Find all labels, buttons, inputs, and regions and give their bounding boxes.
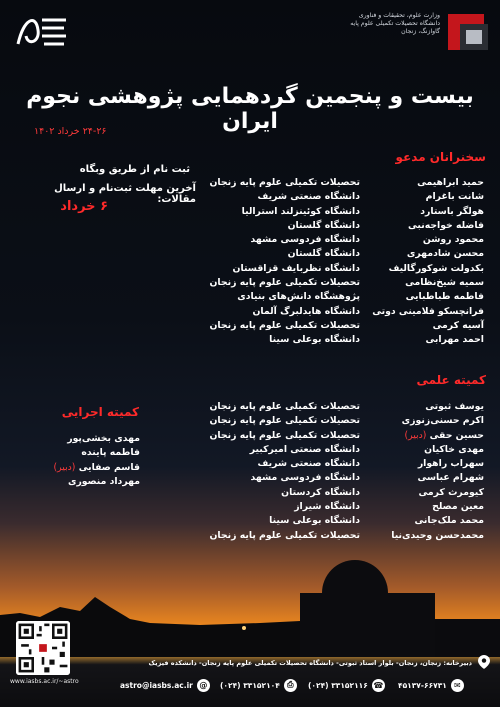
- committee-member: محمد ملک‌جانی: [414, 515, 484, 527]
- observatory-silhouette: [0, 527, 500, 657]
- speaker-affiliation: دانشگاه فردوسی مشهد: [250, 234, 360, 246]
- secretary-badge: (دبیر): [404, 429, 427, 441]
- secretary-badge: (دبیر): [53, 461, 76, 473]
- speaker-affiliation: دانشگاه کوئینزلند استرالیا: [241, 205, 360, 217]
- speakers-affiliations: [200, 176, 360, 348]
- ministry-line: وزارت علوم، تحقیقات و فناوری: [358, 12, 440, 19]
- committee-member: کیومرث کرمی: [418, 486, 484, 498]
- city-line: گاوازنگ، زنجان: [401, 28, 440, 36]
- executive-member: مهرداد منصوری: [67, 475, 140, 487]
- fax-contact: [220, 676, 297, 694]
- member-affiliation: دانشگاه فردوسی مشهد: [250, 472, 360, 484]
- speaker-affiliation: تحصیلات تکمیلی علوم پایه زنجان: [209, 277, 360, 289]
- secretariat-address: دبیرخانه: زنجان، زنجان- بلوار استاد ثبوتی- دانشگاه تحصیلات تکمیلی علوم پایه زنجان- دانشکده فیزیک: [148, 659, 472, 667]
- event-date: ۲۴-۲۶ خرداد ۱۴۰۲: [34, 126, 107, 137]
- member-name: قاسم صفایی: [78, 461, 140, 473]
- executive-member: فاطمه پاینده: [81, 447, 140, 459]
- speakers-heading: سخنرانان مدعو: [395, 150, 486, 164]
- speaker-name: هولگر باستارد: [420, 205, 484, 217]
- deadline-label: آخرین مهلت ثبت‌نام و ارسال مقالات:: [54, 183, 196, 205]
- speaker-affiliation: دانشگاه نظربایف قزاقستان: [232, 262, 360, 274]
- committee-member: یوسف ثبوتی: [425, 401, 484, 412]
- conference-logo: [14, 12, 70, 52]
- member-affiliation: تحصیلات تکمیلی علوم پایه زنجان: [209, 415, 360, 427]
- pin-icon: [478, 655, 490, 669]
- committee-member: محمدحسن وحیدی‌نیا: [391, 529, 484, 541]
- page-title: بیست و پنجمین گردهمایی پژوهشی نجوم ایران: [26, 84, 474, 134]
- contact-row: [120, 676, 490, 694]
- email-contact[interactable]: [120, 676, 210, 694]
- university-line: دانشگاه تحصیلات تکمیلی علوم پایه: [350, 20, 440, 28]
- speaker-affiliation: پژوهشگاه دانش‌های بنیادی: [237, 291, 360, 303]
- speaker-name: محسن شادمهری: [406, 248, 484, 260]
- qr-code[interactable]: [16, 621, 70, 675]
- ministry-info: [220, 12, 440, 37]
- executive-committee-list: [30, 432, 140, 489]
- website-url[interactable]: www.iasbs.ac.ir/~astro: [10, 678, 79, 685]
- speaker-affiliation: دانشگاه صنعتی شریف: [257, 191, 360, 203]
- committee-member: شهرام عباسی: [417, 472, 484, 484]
- postal-contact: [398, 676, 464, 694]
- member-name: حسین حقی: [429, 429, 484, 441]
- registration-note: ثبت نام از طریق وبگاه: [79, 164, 190, 175]
- speaker-affiliation: تحصیلات تکمیلی علوم پایه زنجان: [209, 319, 360, 331]
- fax-icon: ⎙: [284, 679, 297, 692]
- at-icon: @: [197, 679, 210, 692]
- member-affiliation: تحصیلات تکمیلی علوم پایه زنجان: [209, 401, 360, 412]
- member-affiliation: دانشگاه بوعلی سینا: [269, 515, 360, 527]
- phone-number: (۰۲۴) ۳۳۱۵۲۱۱۶: [308, 680, 368, 690]
- phone-icon: ☎: [373, 680, 384, 690]
- phone-contact: [308, 676, 385, 694]
- committee-member: سهراب راهوار: [417, 458, 484, 470]
- speaker-name: محمود روشن: [422, 234, 484, 246]
- science-committee-affiliations: [200, 400, 360, 543]
- member-affiliation: دانشگاه صنعتی امیرکبیر: [249, 443, 360, 455]
- speaker-name: فرانچسکو فلامینی دوتی: [372, 305, 484, 317]
- speaker-affiliation: دانشگاه هایدلبرگ آلمان: [252, 305, 360, 317]
- executive-committee-heading: کمیته اجرایی: [61, 405, 139, 419]
- speaker-affiliation: دانشگاه گلستان: [287, 248, 360, 260]
- committee-member: مهدی خاکیان: [424, 443, 484, 455]
- speaker-name: احمد مهرابی: [425, 334, 484, 346]
- speaker-name: فاضله خواجه‌نبی: [408, 219, 484, 231]
- email-address[interactable]: astro@iasbs.ac.ir: [120, 680, 193, 690]
- speaker-name: حمید ابراهیمی: [417, 177, 484, 188]
- science-committee-names: [374, 400, 484, 543]
- speaker-name: سمیه شیخ‌نظامی: [405, 277, 484, 289]
- member-affiliation: دانشگاه صنعتی شریف: [257, 458, 360, 470]
- speaker-name: آسیه کرمی: [432, 319, 484, 331]
- committee-member: معین مصلح: [432, 501, 484, 513]
- committee-member: [374, 429, 484, 443]
- member-affiliation: دانشگاه شیراز: [294, 501, 360, 513]
- speaker-name: فاطمه طباطبایی: [405, 291, 484, 303]
- speaker-affiliation: تحصیلات تکمیلی علوم پایه زنجان: [209, 177, 360, 188]
- deadline-date: ۶ خرداد: [60, 199, 108, 214]
- member-affiliation: دانشگاه کردستان: [281, 486, 360, 498]
- member-affiliation: تحصیلات تکمیلی علوم پایه زنجان: [209, 429, 360, 441]
- committee-member: اکرم حسنی‌زنوزی: [401, 415, 484, 427]
- speaker-name: شانت باغرام: [425, 191, 484, 203]
- speaker-name: بکدولت شوکورگالیف: [388, 262, 484, 274]
- executive-member: [30, 461, 140, 475]
- mailbox-icon: ✉: [451, 679, 464, 692]
- speaker-affiliation: دانشگاه گلستان: [287, 219, 360, 231]
- fax-number: (۰۲۴) ۳۳۱۵۲۱۰۴: [220, 680, 280, 690]
- postal-code: ۴۵۱۳۷-۶۶۷۳۱: [398, 680, 447, 690]
- speakers-names: [374, 176, 484, 348]
- speaker-affiliation: دانشگاه بوعلی سینا: [269, 334, 360, 346]
- executive-member: مهدی بخشی‌پور: [67, 433, 140, 444]
- science-committee-heading: کمیته علمی: [416, 373, 486, 387]
- member-affiliation: تحصیلات تکمیلی علوم پایه زنجان: [209, 529, 360, 541]
- university-logo: [442, 12, 494, 52]
